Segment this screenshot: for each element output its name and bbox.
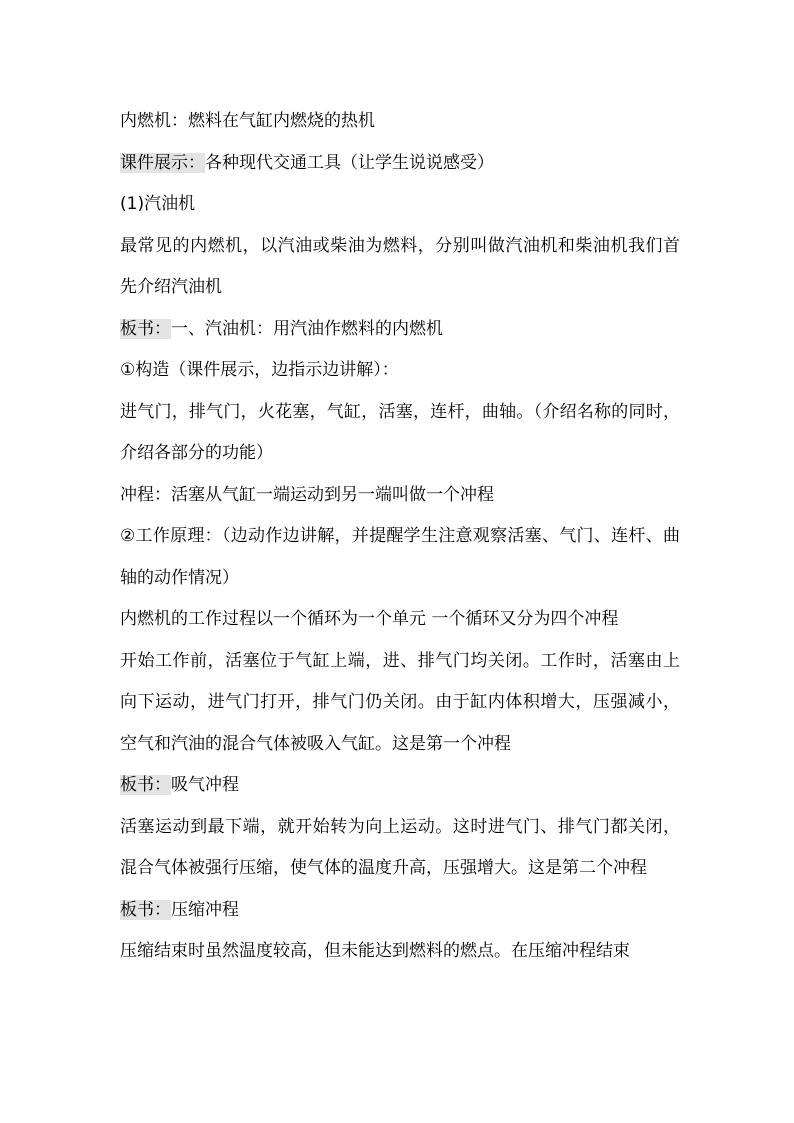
board-note-text: 吸气冲程 bbox=[171, 775, 239, 795]
document-body bbox=[120, 101, 680, 973]
board-note-intake bbox=[120, 765, 680, 807]
board-note-compression bbox=[120, 890, 680, 932]
board-note-text: 压缩冲程 bbox=[171, 899, 239, 920]
board-note-label: 板书： bbox=[120, 318, 171, 339]
paragraph-intro: 最常见的内燃机，以汽油或柴油为燃料，分别叫做汽油机和柴油机我们首先介绍汽油机 bbox=[120, 235, 680, 297]
paragraph-compression-end: 压缩结束时虽然温度较高，但未能达到燃料的燃点。在压缩冲程结束 bbox=[120, 941, 630, 961]
paragraph-working-principle: ②工作原理：（边动作边讲解，并提醒学生注意观察活塞、气门、连杆、曲轴的动作情况） bbox=[120, 526, 680, 588]
courseware-line bbox=[120, 143, 680, 185]
board-note-label: 板书： bbox=[120, 775, 171, 795]
stroke-definition: 冲程：活塞从气缸一端运动到另一端叫做一个冲程 bbox=[120, 484, 494, 505]
structure-heading: ①构造（课件展示，边指示边讲解）： bbox=[120, 360, 399, 380]
board-note-text: 一、汽油机：用汽油作燃料的内燃机 bbox=[171, 318, 443, 339]
cycle-sentence: 内燃机的工作过程以一个循环为一个单元 一个循环又分为四个冲程 bbox=[120, 609, 619, 629]
paragraph-compression: 活塞运动到最下端，就开始转为向上运动。这时进气门、排气门都关闭，混合气体被强行压缩，使气体的温度升高，压强增大。这是第二个冲程 bbox=[120, 816, 680, 878]
courseware-label: 课件展示： bbox=[120, 152, 205, 173]
definition-line: 内燃机：燃料在气缸内燃烧的热机 bbox=[120, 111, 375, 131]
board-note-gasoline-engine bbox=[120, 309, 680, 351]
paragraph-components: 进气门，排气门，火花塞，气缸，活塞，连杆，曲轴。（介绍名称的同时，介绍各部分的功能） bbox=[120, 401, 680, 463]
paragraph-intake: 开始工作前，活塞位于气缸上端，进、排气门均关闭。工作时，活塞由上向下运动，进气门打开，排气门仍关闭。由于缸内体积增大，压强减小，空气和汽油的混合气体被吸入气缸。这是第一个冲程 bbox=[120, 650, 680, 754]
section-heading-gasoline-engine: (1)汽油机 bbox=[120, 194, 196, 214]
courseware-text: 各种现代交通工具（让学生说说感受） bbox=[205, 152, 494, 173]
board-note-label: 板书： bbox=[120, 899, 171, 920]
